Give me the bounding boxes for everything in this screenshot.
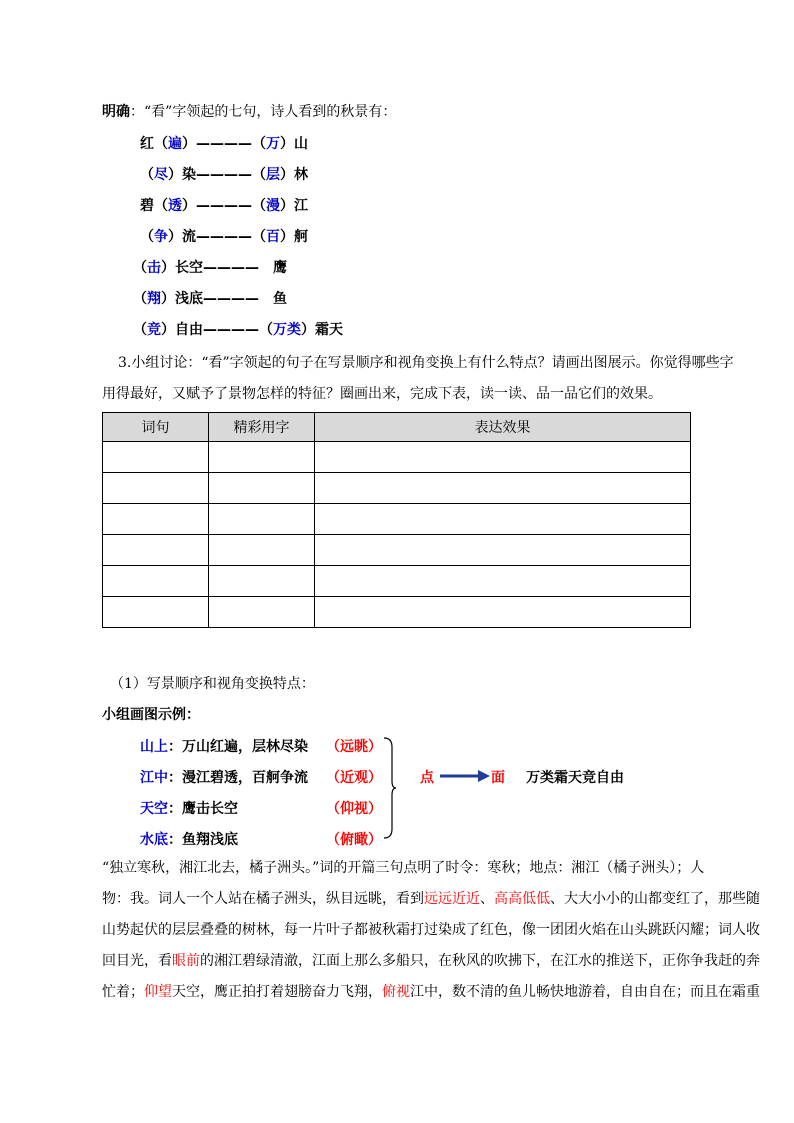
analysis-table [102,412,691,628]
scene-key2: 漫 [266,198,280,214]
paragraph-text: 、 [480,891,494,907]
scene-pre: 红（ [140,136,168,152]
paragraph-highlight: 仰望 [144,984,172,1000]
table-cell[interactable] [103,535,209,566]
table-cell[interactable] [315,597,691,628]
scene-pre: （ [140,167,154,183]
table-cell[interactable] [209,504,315,535]
scene-pre: （ [133,291,147,307]
scene-line [140,127,308,161]
paragraph-line [102,950,760,970]
section-heading: （1）写景顺序和视角变换特点： [110,676,315,692]
intro-label: 明确 [102,104,130,120]
table-cell[interactable] [209,535,315,566]
scene-post: 鱼 [273,291,287,307]
scene-post: ）霜天 [301,322,343,338]
paragraph-line: “独立寒秋，湘江北去，橘子洲头。”词的开篇三句点明了时令：寒秋；地点：湘江（橘子洲头）；人 [102,860,705,876]
scene-mid: ）浅底———— [161,291,259,307]
paragraph-highlight: 远远近近 [424,891,480,907]
arrow-to: 面 [491,770,505,786]
scene-mid: ）染————（ [168,167,266,183]
table-row [103,597,691,628]
scene-key1: 争 [154,229,168,245]
arrow-summary: 万类霜天竞自由 [526,770,624,786]
scene-line [140,158,308,192]
scene-post: ）江 [280,198,308,214]
table-cell[interactable] [315,566,691,597]
scene-line [133,282,287,316]
right-brace-icon [383,737,397,839]
scene-post: ）林 [280,167,308,183]
table-header-row [103,413,691,442]
diagram-view: （俯瞰） [326,832,382,848]
right-arrow-icon [440,768,490,784]
diagram-place: 水底 [140,832,168,848]
diagram-row [140,798,238,818]
diagram-row [140,829,238,849]
table-cell[interactable] [103,597,209,628]
discussion-line-1: 3.小组讨论：“看”字领起的句子在写景顺序和视角变换上有什么特点？请画出图展示。你觉得哪些字 [118,355,734,371]
diagram-desc: ：万山红遍，层林尽染 [168,739,308,755]
scene-post: ）山 [280,136,308,152]
scene-post: 鹰 [273,260,287,276]
table-cell[interactable] [209,566,315,597]
table-cell[interactable] [103,504,209,535]
discussion-line-2: 用得最好，又赋予了景物怎样的特征？圈画出来，完成下表，读一读、品一品它们的效果。 [102,386,662,402]
scene-line [140,189,308,223]
table-row [103,566,691,597]
paragraph-highlight: 俯视 [382,984,410,1000]
scene-pre: （ [133,322,147,338]
table-cell[interactable] [315,535,691,566]
scene-key1: 竞 [147,322,161,338]
scene-mid: ）自由————（ [161,322,273,338]
scene-key2: 层 [266,167,280,183]
scene-pre: （ [133,260,147,276]
diagram-place: 江中 [140,770,168,786]
paragraph-highlight: 高高低低 [494,891,550,907]
arrow-from: 点 [420,770,434,786]
diagram-view: （仰视） [326,801,382,817]
paragraph-line: 山势起伏的层层叠叠的树林，每一片叶子都被秋霜打过染成了红色，像一团团火焰在山头跳跃闪耀；词人收 [102,922,760,938]
scene-pre: （ [140,229,154,245]
header-cell: 精彩用字 [209,413,315,442]
table-cell[interactable] [315,473,691,504]
diagram-desc: ：鹰击长空 [168,801,238,817]
scene-key2: 万 [266,136,280,152]
table-cell[interactable] [209,442,315,473]
table-cell[interactable] [103,473,209,504]
scene-mid: ）长空———— [161,260,259,276]
table-row [103,535,691,566]
scene-post: ）舸 [280,229,308,245]
scene-line [133,313,343,347]
table-cell[interactable] [209,473,315,504]
paragraph-text: 、大大小小的山都变红了，那些随 [550,891,760,907]
scene-key1: 翔 [147,291,161,307]
paragraph-highlight: 眼前 [172,953,200,969]
scene-mid: ）————（ [182,136,266,152]
table-row [103,473,691,504]
diagram-row [140,736,308,756]
paragraph-text: 的湘江碧绿清澈，江面上那么多船只，在秋风的吹拂下，在江水的推送下，正你争我赶的奔 [200,953,760,969]
paragraph-line [102,981,760,1001]
table-cell[interactable] [209,597,315,628]
scene-mid: ）————（ [182,198,266,214]
diagram-desc: ：鱼翔浅底 [168,832,238,848]
diagram-place: 天空 [140,801,168,817]
diagram-row [140,767,308,787]
header-cell: 词句 [103,413,209,442]
paragraph-line [102,888,760,908]
diagram-view: （远眺） [326,739,382,755]
intro-line [102,101,396,121]
scene-key1: 透 [168,198,182,214]
scene-key2: 百 [266,229,280,245]
header-cell: 表达效果 [315,413,691,442]
paragraph-text: 物：我。词人一个人站在橘子洲头，纵目远眺，看到 [102,891,424,907]
paragraph-text: 江中，数不清的鱼儿畅快地游着，自由自在；而且在霜重 [410,984,760,1000]
scene-key1: 击 [147,260,161,276]
diagram-place: 山上 [140,739,168,755]
diagram-title: 小组画图示例： [102,707,200,723]
table-row [103,442,691,473]
scene-line [140,220,308,254]
scene-key1: 尽 [154,167,168,183]
scene-mid: ）流————（ [168,229,266,245]
scene-line [133,251,287,285]
scene-key2: 万类 [273,322,301,338]
table-cell[interactable] [315,504,691,535]
table-cell[interactable] [103,566,209,597]
intro-text: ：“看”字领起的七句，诗人看到的秋景有： [130,104,397,120]
paragraph-text: 回目光，看 [102,953,172,969]
scene-key1: 遍 [168,136,182,152]
diagram-view: （近观） [326,770,382,786]
table-row [103,504,691,535]
paragraph-text: 忙着； [102,984,144,1000]
table-cell[interactable] [315,442,691,473]
paragraph-text: 天空，鹰正拍打着翅膀奋力飞翔， [172,984,382,1000]
diagram-desc: ：漫江碧透，百舸争流 [168,770,308,786]
table-cell[interactable] [103,442,209,473]
scene-pre: 碧（ [140,198,168,214]
